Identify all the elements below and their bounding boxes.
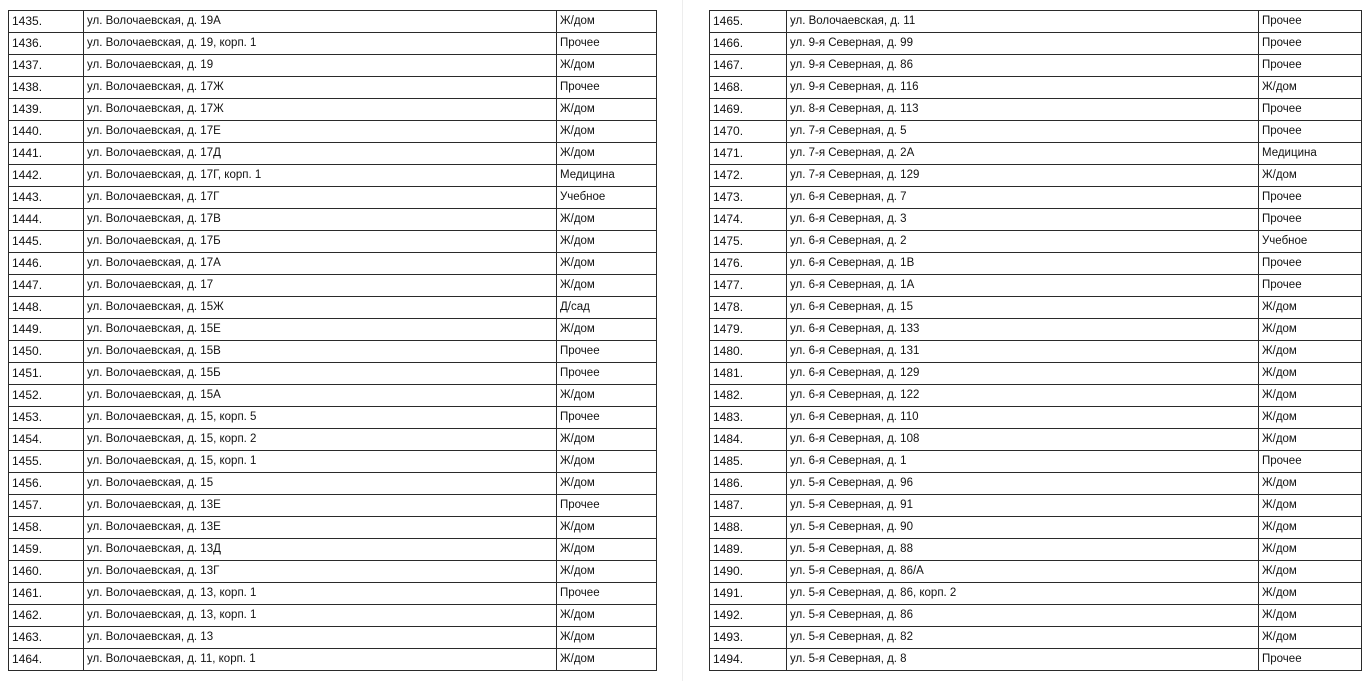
row-address: ул. 7-я Северная, д. 5 [787,121,1259,143]
row-type: Ж/дом [1259,77,1362,99]
address-table-left [8,10,657,671]
row-type: Ж/дом [1259,539,1362,561]
row-type: Ж/дом [557,517,657,539]
table-row [9,385,657,407]
row-type: Ж/дом [1259,297,1362,319]
row-type: Прочее [557,363,657,385]
row-address: ул. 6-я Северная, д. 108 [787,429,1259,451]
row-address: ул. 6-я Северная, д. 15 [787,297,1259,319]
row-address: ул. Волочаевская, д. 15А [84,385,557,407]
table-row [710,363,1362,385]
row-type: Ж/дом [557,143,657,165]
row-number: 1441. [9,143,84,165]
row-number: 1455. [9,451,84,473]
row-address: ул. Волочаевская, д. 15Б [84,363,557,385]
table-row [710,209,1362,231]
row-number: 1444. [9,209,84,231]
row-address: ул. 8-я Северная, д. 113 [787,99,1259,121]
row-type: Ж/дом [1259,583,1362,605]
row-address: ул. 6-я Северная, д. 3 [787,209,1259,231]
address-table-right [709,10,1362,671]
row-number: 1463. [9,627,84,649]
table-row [9,407,657,429]
row-number: 1454. [9,429,84,451]
row-number: 1452. [9,385,84,407]
address-table-left-body [9,11,657,671]
row-number: 1438. [9,77,84,99]
table-row [9,165,657,187]
row-address: ул. 6-я Северная, д. 110 [787,407,1259,429]
row-address: ул. Волочаевская, д. 11, корп. 1 [84,649,557,671]
table-row [9,539,657,561]
row-address: ул. 9-я Северная, д. 99 [787,33,1259,55]
row-address: ул. 5-я Северная, д. 8 [787,649,1259,671]
row-number: 1474. [710,209,787,231]
table-row [9,297,657,319]
row-type: Ж/дом [1259,429,1362,451]
row-type: Прочее [1259,33,1362,55]
table-row [9,231,657,253]
table-row [9,275,657,297]
table-row [710,451,1362,473]
row-type: Прочее [1259,99,1362,121]
row-type: Прочее [1259,649,1362,671]
row-type: Прочее [1259,451,1362,473]
row-type: Ж/дом [557,99,657,121]
row-number: 1484. [710,429,787,451]
row-number: 1485. [710,451,787,473]
table-row [710,55,1362,77]
row-type: Ж/дом [1259,319,1362,341]
table-row [710,253,1362,275]
row-number: 1439. [9,99,84,121]
row-address: ул. 9-я Северная, д. 116 [787,77,1259,99]
row-type: Ж/дом [1259,341,1362,363]
table-row [710,121,1362,143]
table-row [710,429,1362,451]
table-row [9,99,657,121]
row-type: Ж/дом [557,209,657,231]
row-address: ул. 6-я Северная, д. 1А [787,275,1259,297]
row-number: 1473. [710,187,787,209]
row-address: ул. 5-я Северная, д. 96 [787,473,1259,495]
row-address: ул. 5-я Северная, д. 86/А [787,561,1259,583]
row-number: 1451. [9,363,84,385]
row-type: Ж/дом [557,231,657,253]
row-number: 1464. [9,649,84,671]
table-row [710,11,1362,33]
row-type: Ж/дом [1259,627,1362,649]
row-address: ул. 5-я Северная, д. 86, корп. 2 [787,583,1259,605]
row-number: 1491. [710,583,787,605]
row-type: Ж/дом [1259,473,1362,495]
table-row [9,121,657,143]
table-row [710,517,1362,539]
row-number: 1476. [710,253,787,275]
row-number: 1465. [710,11,787,33]
row-address: ул. Волочаевская, д. 17Г [84,187,557,209]
row-type: Ж/дом [1259,363,1362,385]
row-type: Ж/дом [1259,165,1362,187]
row-address: ул. Волочаевская, д. 13, корп. 1 [84,605,557,627]
row-type: Ж/дом [1259,561,1362,583]
table-row [9,517,657,539]
row-number: 1447. [9,275,84,297]
row-address: ул. 5-я Северная, д. 82 [787,627,1259,649]
row-type: Прочее [557,341,657,363]
row-number: 1449. [9,319,84,341]
row-number: 1436. [9,33,84,55]
table-row [710,495,1362,517]
row-number: 1453. [9,407,84,429]
row-number: 1442. [9,165,84,187]
row-number: 1435. [9,11,84,33]
row-address: ул. Волочаевская, д. 15, корп. 5 [84,407,557,429]
row-type: Ж/дом [557,473,657,495]
table-row [9,451,657,473]
row-type: Прочее [1259,209,1362,231]
row-address: ул. Волочаевская, д. 17Ж [84,99,557,121]
table-row [9,561,657,583]
table-row [9,55,657,77]
table-row [710,231,1362,253]
row-address: ул. 5-я Северная, д. 88 [787,539,1259,561]
row-address: ул. 5-я Северная, д. 90 [787,517,1259,539]
row-type: Ж/дом [557,539,657,561]
row-address: ул. Волочаевская, д. 19А [84,11,557,33]
row-number: 1475. [710,231,787,253]
row-type: Прочее [1259,187,1362,209]
table-row [710,275,1362,297]
table-row [710,583,1362,605]
row-type: Прочее [557,77,657,99]
row-number: 1460. [9,561,84,583]
table-row [9,473,657,495]
address-table-right-body [710,11,1362,671]
row-number: 1486. [710,473,787,495]
row-number: 1445. [9,231,84,253]
row-number: 1437. [9,55,84,77]
row-number: 1471. [710,143,787,165]
row-address: ул. Волочаевская, д. 13 [84,627,557,649]
row-address: ул. Волочаевская, д. 17Е [84,121,557,143]
row-type: Ж/дом [1259,407,1362,429]
row-type: Ж/дом [557,561,657,583]
row-address: ул. 7-я Северная, д. 129 [787,165,1259,187]
row-type: Прочее [1259,55,1362,77]
row-number: 1456. [9,473,84,495]
row-number: 1448. [9,297,84,319]
row-type: Прочее [1259,275,1362,297]
row-address: ул. Волочаевская, д. 15Е [84,319,557,341]
row-type: Ж/дом [557,55,657,77]
row-number: 1446. [9,253,84,275]
row-address: ул. Волочаевская, д. 17 [84,275,557,297]
table-row [9,319,657,341]
row-address: ул. 6-я Северная, д. 1В [787,253,1259,275]
row-type: Ж/дом [557,319,657,341]
row-type: Ж/дом [1259,517,1362,539]
row-type: Учебное [1259,231,1362,253]
row-number: 1490. [710,561,787,583]
row-number: 1459. [9,539,84,561]
row-number: 1480. [710,341,787,363]
table-row [710,473,1362,495]
row-address: ул. 6-я Северная, д. 2 [787,231,1259,253]
row-address: ул. Волочаевская, д. 13Е [84,495,557,517]
row-type: Ж/дом [557,121,657,143]
table-row [710,33,1362,55]
table-row [710,165,1362,187]
row-number: 1468. [710,77,787,99]
row-number: 1489. [710,539,787,561]
row-number: 1462. [9,605,84,627]
row-number: 1483. [710,407,787,429]
row-type: Д/сад [557,297,657,319]
row-address: ул. Волочаевская, д. 17В [84,209,557,231]
row-type: Ж/дом [557,11,657,33]
row-type: Ж/дом [557,605,657,627]
row-address: ул. Волочаевская, д. 19, корп. 1 [84,33,557,55]
row-address: ул. 5-я Северная, д. 86 [787,605,1259,627]
table-row [710,407,1362,429]
row-address: ул. Волочаевская, д. 15В [84,341,557,363]
row-number: 1458. [9,517,84,539]
row-number: 1492. [710,605,787,627]
row-number: 1450. [9,341,84,363]
row-number: 1479. [710,319,787,341]
row-address: ул. Волочаевская, д. 15, корп. 2 [84,429,557,451]
row-type: Ж/дом [557,649,657,671]
row-number: 1470. [710,121,787,143]
table-row [710,627,1362,649]
row-address: ул. Волочаевская, д. 15Ж [84,297,557,319]
table-row [710,649,1362,671]
row-address: ул. 5-я Северная, д. 91 [787,495,1259,517]
row-number: 1461. [9,583,84,605]
table-row [9,495,657,517]
table-row [710,99,1362,121]
row-type: Учебное [557,187,657,209]
row-number: 1477. [710,275,787,297]
row-type: Прочее [557,583,657,605]
row-type: Прочее [1259,11,1362,33]
row-number: 1440. [9,121,84,143]
table-row [710,539,1362,561]
table-row [710,561,1362,583]
row-address: ул. Волочаевская, д. 17Б [84,231,557,253]
table-row [9,605,657,627]
row-address: ул. 6-я Северная, д. 129 [787,363,1259,385]
table-row [710,297,1362,319]
row-address: ул. Волочаевская, д. 13Г [84,561,557,583]
table-row [9,649,657,671]
table-row [9,209,657,231]
table-row [710,385,1362,407]
row-address: ул. Волочаевская, д. 17А [84,253,557,275]
table-row [710,77,1362,99]
row-number: 1472. [710,165,787,187]
row-type: Ж/дом [557,627,657,649]
row-type: Прочее [557,33,657,55]
row-type: Ж/дом [1259,385,1362,407]
row-address: ул. Волочаевская, д. 13, корп. 1 [84,583,557,605]
row-type: Прочее [557,495,657,517]
row-address: ул. 6-я Северная, д. 133 [787,319,1259,341]
table-row [9,341,657,363]
table-row [9,11,657,33]
table-row [710,605,1362,627]
table-row [710,319,1362,341]
table-row [9,583,657,605]
table-row [9,77,657,99]
row-address: ул. Волочаевская, д. 15, корп. 1 [84,451,557,473]
row-type: Ж/дом [557,451,657,473]
row-type: Ж/дом [557,253,657,275]
row-address: ул. Волочаевская, д. 11 [787,11,1259,33]
table-row [9,33,657,55]
row-number: 1457. [9,495,84,517]
table-row [9,187,657,209]
row-address: ул. Волочаевская, д. 15 [84,473,557,495]
row-address: ул. Волочаевская, д. 13Д [84,539,557,561]
row-number: 1493. [710,627,787,649]
row-number: 1494. [710,649,787,671]
row-number: 1467. [710,55,787,77]
row-number: 1478. [710,297,787,319]
row-number: 1488. [710,517,787,539]
row-type: Медицина [1259,143,1362,165]
row-number: 1482. [710,385,787,407]
row-address: ул. 6-я Северная, д. 7 [787,187,1259,209]
row-address: ул. 6-я Северная, д. 1 [787,451,1259,473]
row-address: ул. 7-я Северная, д. 2А [787,143,1259,165]
row-number: 1487. [710,495,787,517]
page-divider [682,0,683,681]
row-number: 1466. [710,33,787,55]
table-row [9,143,657,165]
row-number: 1469. [710,99,787,121]
row-address: ул. 6-я Северная, д. 131 [787,341,1259,363]
table-row [9,363,657,385]
row-address: ул. Волочаевская, д. 17Ж [84,77,557,99]
row-address: ул. Волочаевская, д. 13Е [84,517,557,539]
table-row [9,253,657,275]
row-address: ул. Волочаевская, д. 19 [84,55,557,77]
row-type: Ж/дом [1259,605,1362,627]
table-row [710,187,1362,209]
row-address: ул. Волочаевская, д. 17Д [84,143,557,165]
row-type: Прочее [1259,121,1362,143]
row-address: ул. Волочаевская, д. 17Г, корп. 1 [84,165,557,187]
table-row [9,627,657,649]
table-row [9,429,657,451]
row-type: Прочее [557,407,657,429]
row-number: 1443. [9,187,84,209]
table-row [710,341,1362,363]
table-row [710,143,1362,165]
row-type: Прочее [1259,253,1362,275]
row-type: Медицина [557,165,657,187]
row-number: 1481. [710,363,787,385]
row-address: ул. 6-я Северная, д. 122 [787,385,1259,407]
row-type: Ж/дом [1259,495,1362,517]
row-address: ул. 9-я Северная, д. 86 [787,55,1259,77]
row-type: Ж/дом [557,385,657,407]
row-type: Ж/дом [557,429,657,451]
row-type: Ж/дом [557,275,657,297]
